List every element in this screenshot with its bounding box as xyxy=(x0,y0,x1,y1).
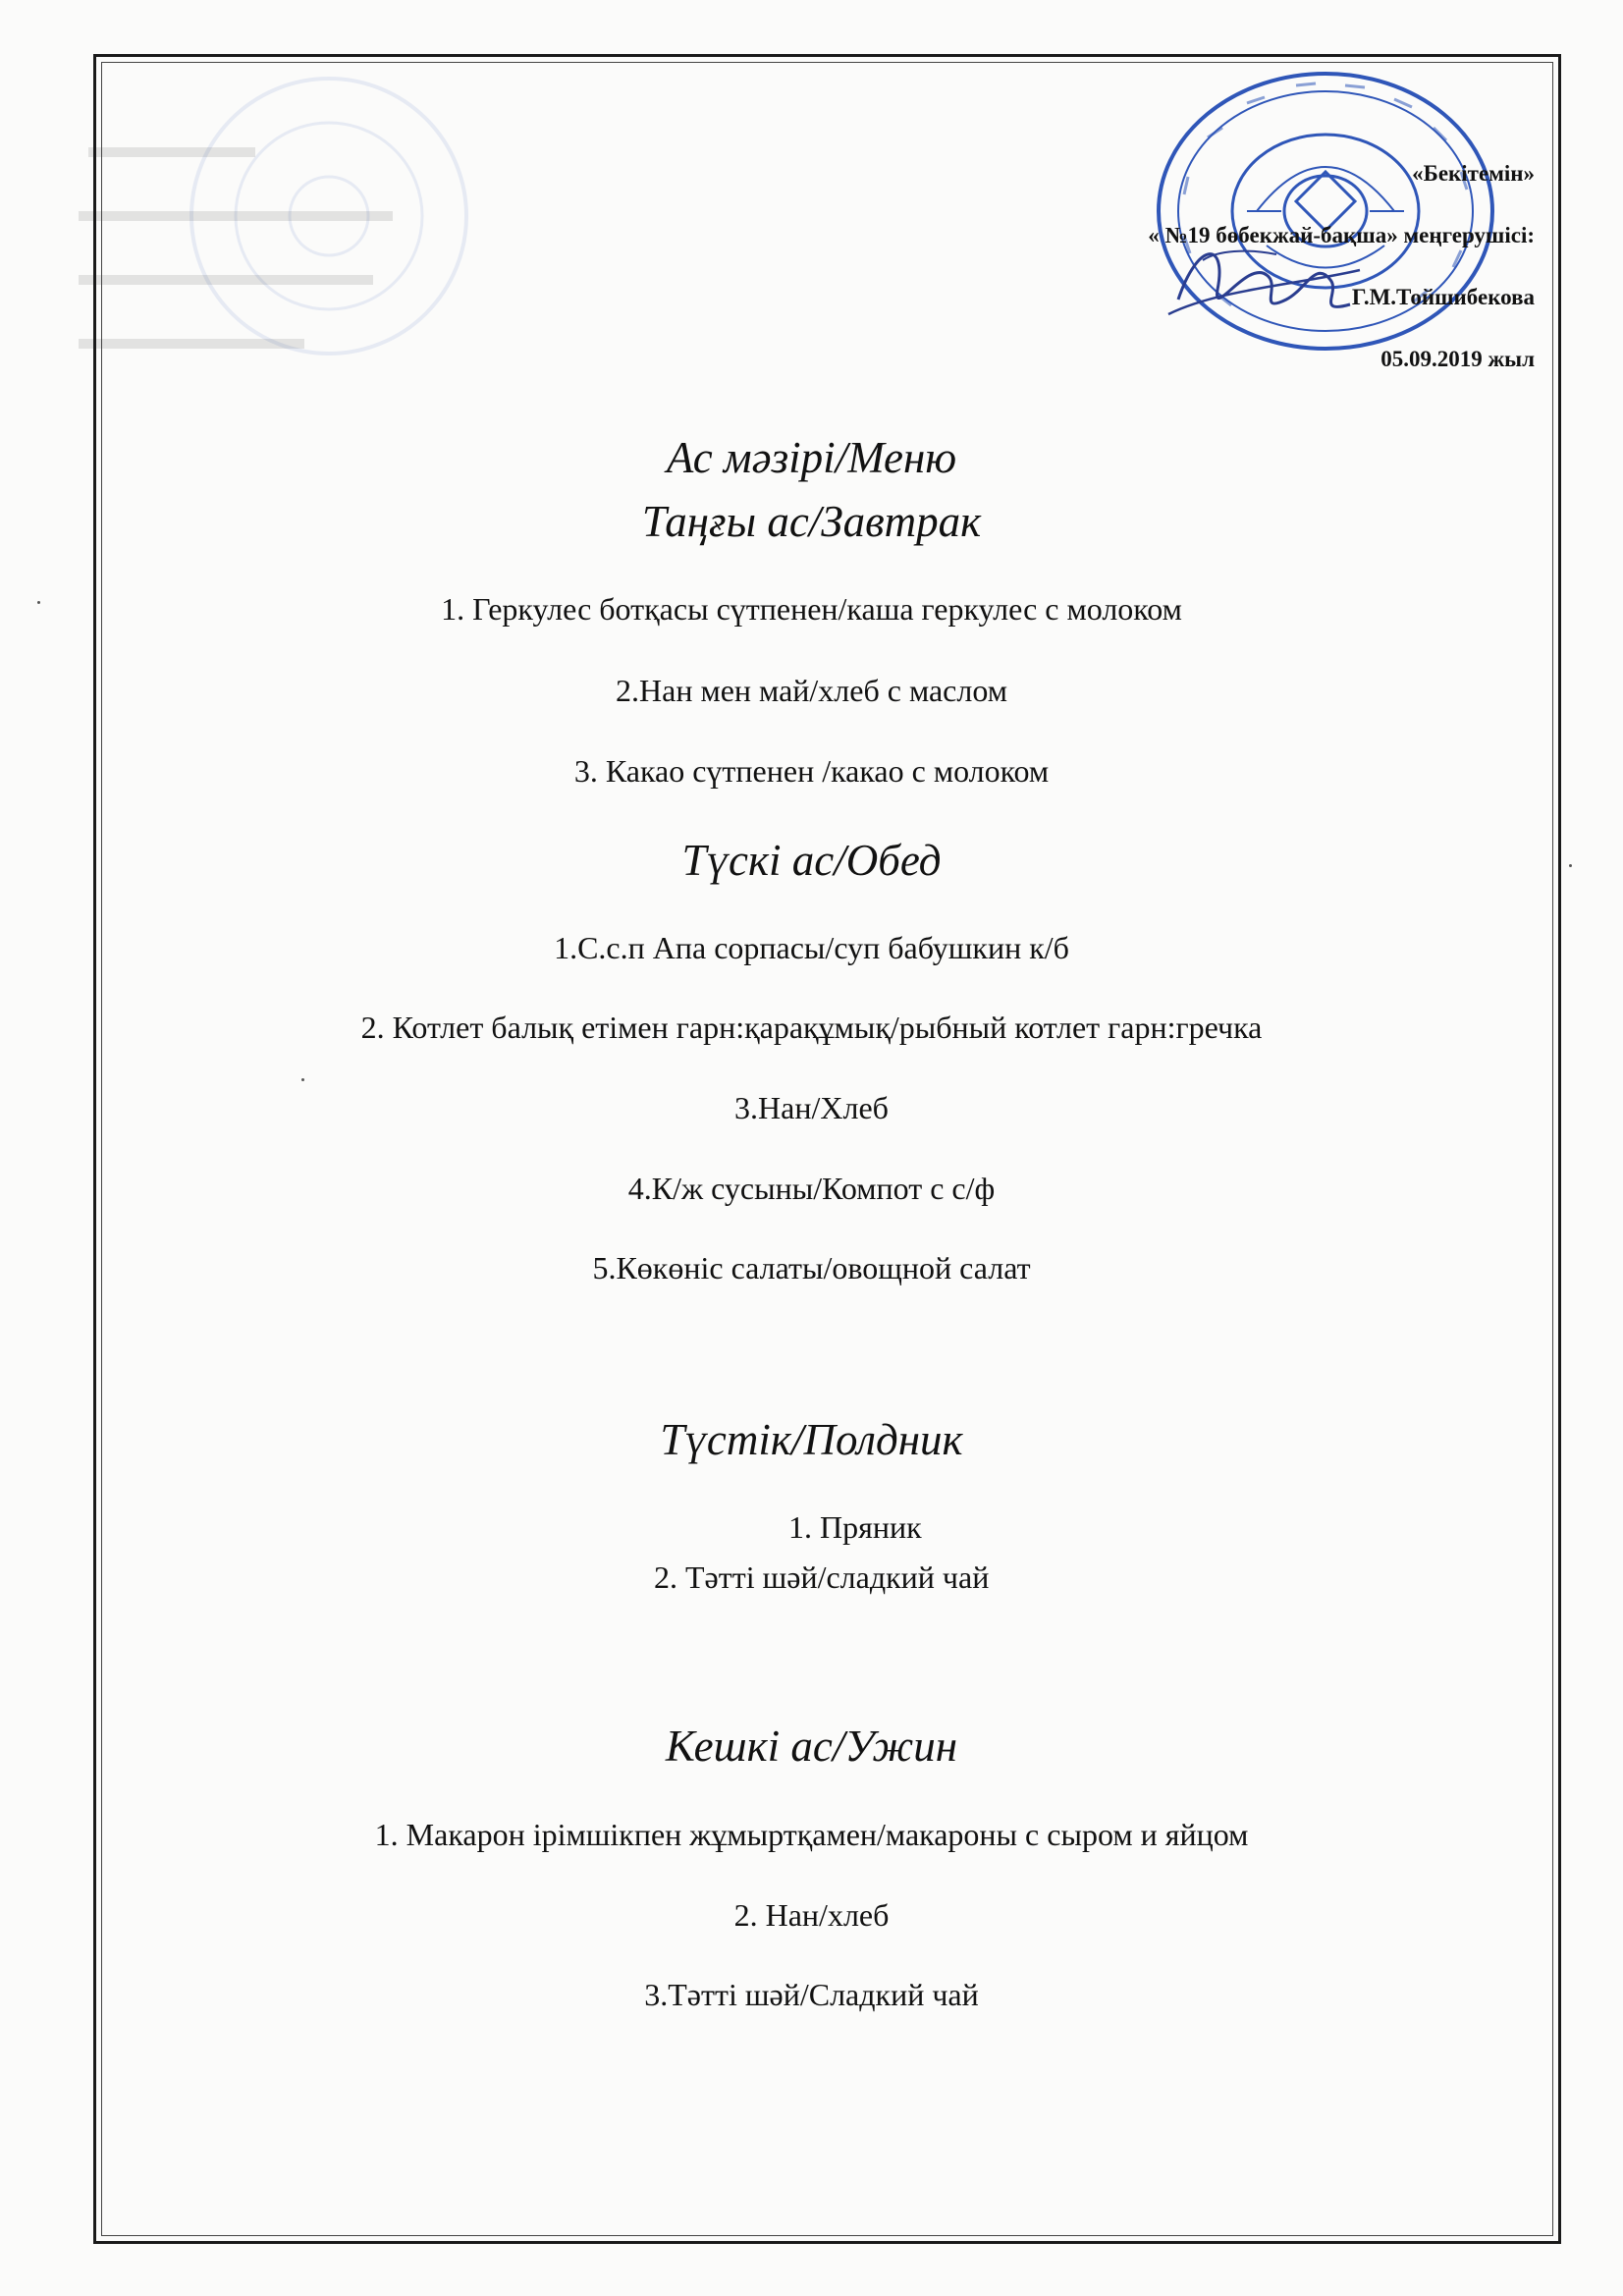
approval-name: Г.М.Тойшибекова xyxy=(1351,285,1535,309)
snack-item: 2. Тәтті шәй/сладкий чай xyxy=(654,1559,990,1595)
lunch-item: 5.Көкөніс салаты/овощной салат xyxy=(592,1250,1031,1285)
snack-heading: Түстік/Полдник xyxy=(660,1415,963,1464)
approval-heading: «Бекітемін» xyxy=(1412,161,1535,186)
dinner-item: 3.Тәтті шәй/Сладкий чай xyxy=(644,1977,979,2012)
dinner-item: 1. Макарон ірімшікпен жұмыртқамен/макароны с сыром и яйцом xyxy=(374,1817,1249,1852)
scan-speck xyxy=(1569,864,1572,867)
approval-position: « №19 бөбекжай-бақша» меңгерушісі: xyxy=(1148,223,1535,247)
dinner-heading: Кешкі ас/Ужин xyxy=(665,1722,958,1771)
breakfast-item: 3. Какао сүтпенен /какао с молоком xyxy=(573,753,1050,789)
snack-item: 1. Пряник xyxy=(788,1509,922,1545)
lunch-item: 4.К/ж сусыны/Компот с с/ф xyxy=(627,1171,996,1206)
breakfast-heading: Таңғы ас/Завтрак xyxy=(641,497,982,546)
breakfast-item: 2.Нан мен май/хлеб с маслом xyxy=(616,673,1007,708)
breakfast-item: 1. Геркулес ботқасы сүтпенен/каша геркулес с молоком xyxy=(441,591,1182,627)
scan-speck xyxy=(37,601,40,604)
dinner-item: 2. Нан/хлеб xyxy=(733,1897,890,1933)
approval-block xyxy=(1148,142,1535,390)
approval-date: 05.09.2019 жыл xyxy=(1380,347,1535,371)
menu-title: Ас мәзірі/Меню xyxy=(666,433,957,482)
lunch-item: 3.Нан/Хлеб xyxy=(734,1090,889,1125)
lunch-item: 1.С.с.п Апа сорпасы/суп бабушкин к/б xyxy=(554,930,1069,965)
lunch-heading: Түскі ас/Обед xyxy=(681,836,942,885)
lunch-item: 2. Котлет балық етімен гарн:қарақұмық/рыбный котлет гарн:гречка xyxy=(360,1010,1263,1045)
scan-speck xyxy=(301,1078,304,1081)
